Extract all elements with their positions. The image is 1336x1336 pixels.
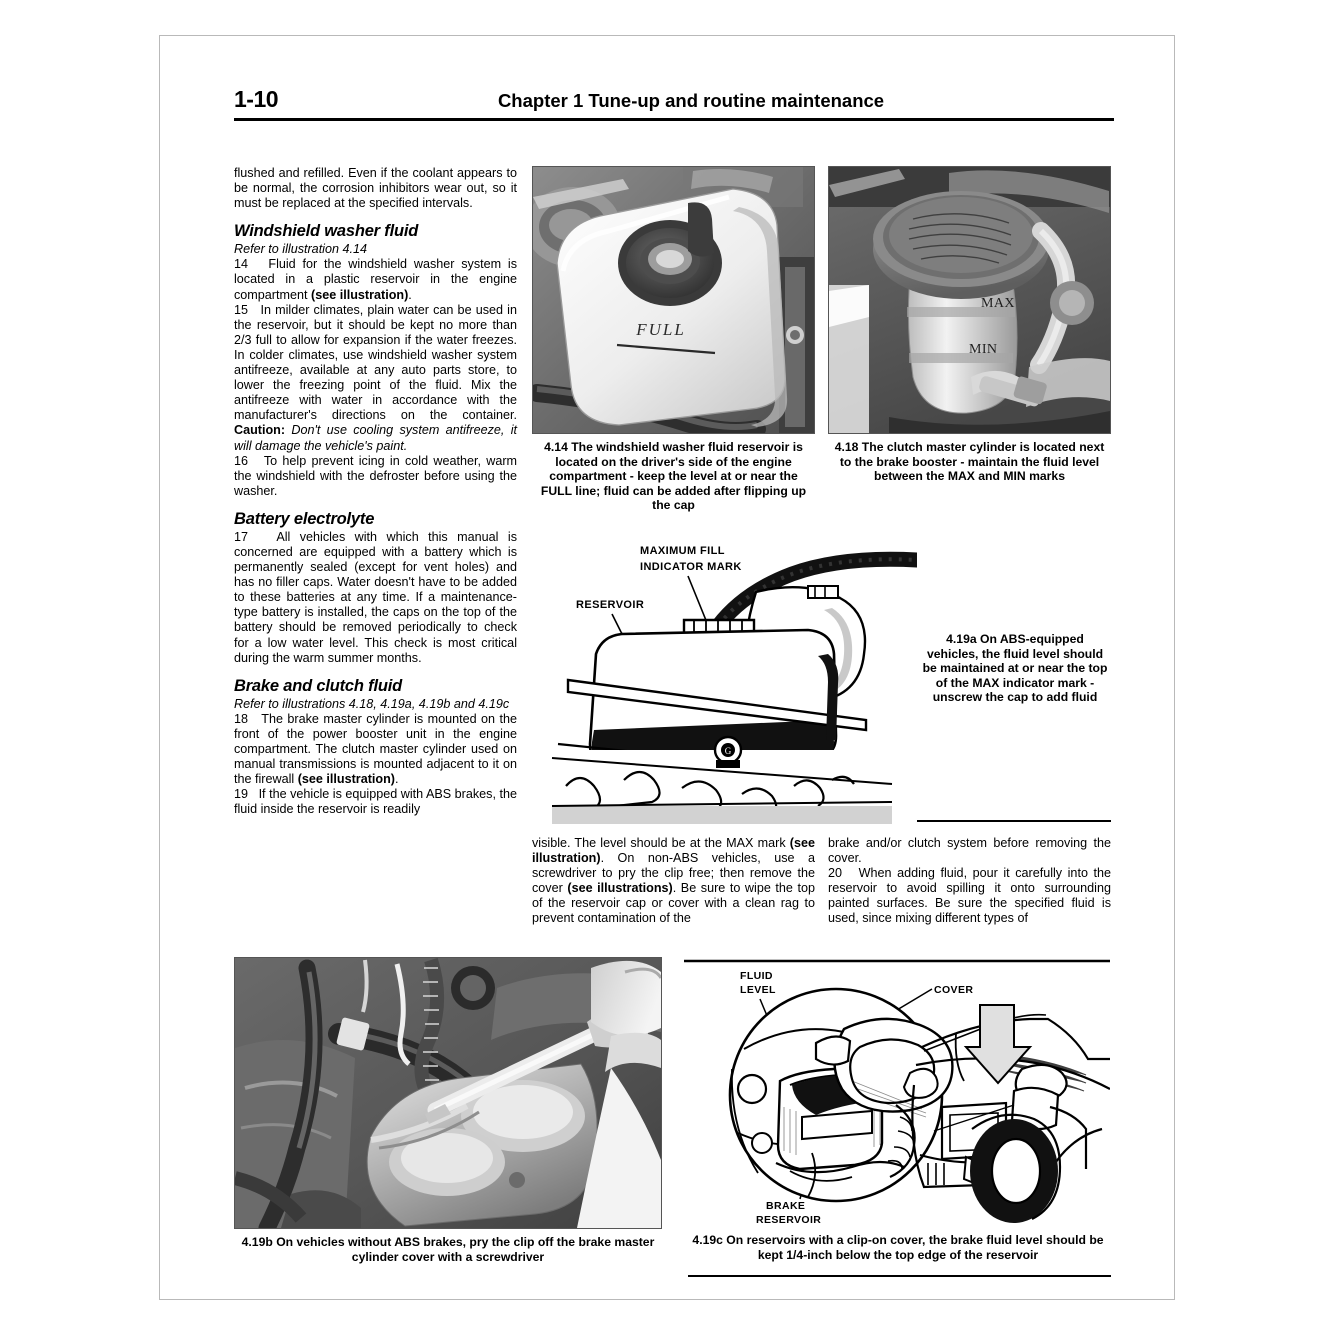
text-column-2: [532, 836, 815, 927]
label-maximum-fill-1: MAXIMUM FILL: [640, 545, 725, 557]
paragraph-19: [234, 787, 517, 817]
section-rule-bottom: [688, 1275, 1111, 1277]
figure-4-19c: [684, 957, 1112, 1262]
para-14-bold: (see illustration): [311, 287, 409, 302]
label-brake-1: BRAKE: [766, 1200, 806, 1212]
para-number-19: 19: [234, 787, 249, 802]
pry-clip-photo-art: [235, 958, 661, 1228]
label-fluid-2: LEVEL: [740, 984, 776, 996]
para-16-text: To help prevent icing in cold weather, warm the windshield with the defroster before using the washer.: [234, 453, 518, 498]
washer-reservoir-photo-art: [533, 167, 814, 433]
text-column-1: [234, 166, 517, 817]
heading-battery-electrolyte: Battery electrolyte: [234, 509, 375, 528]
para-18-tail: .: [394, 772, 399, 787]
para-19c-a: visible. The level should be at the MAX mark: [532, 836, 790, 850]
clip-on-cover-line-art: [684, 957, 1110, 1227]
para-20-text: When adding fluid, pour it carefully into the reservoir to avoid spilling it onto surrounding painted surfaces. Be sure the specified fluid is used, since mixing different types of: [828, 866, 1111, 926]
para-18-bold: (see illustration): [297, 772, 395, 787]
label-reservoir: RESERVOIR: [576, 599, 645, 611]
figure-4-19b: [234, 957, 662, 1264]
para-number-20: 20: [828, 866, 843, 881]
figure-4-19a: [532, 534, 917, 824]
paragraph-15: [234, 303, 517, 454]
refer-line-2: Refer to illustrations 4.18, 4.19a, 4.19b and 4.19c: [234, 696, 510, 711]
caption-4-18: 4.18 The clutch master cylinder is located next to the brake booster - maintain the fluid level between the MAX and MIN marks: [834, 440, 1105, 484]
heading-brake-and-clutch-fluid: Brake and clutch fluid: [234, 676, 402, 695]
paragraph-18: [234, 712, 517, 787]
paragraph-14: [234, 257, 517, 302]
clip-on-cover-line-art-wrap: [684, 957, 1110, 1227]
para-19c-b: . On non-ABS vehicles, use a screwdriver to pry the clip free; then remove the cover: [532, 851, 815, 896]
refer-line-1: Refer to illustration 4.14: [234, 242, 368, 257]
para-14-text: Fluid for the windshield washer system is located in a plastic reservoir in the engine compartment: [234, 257, 517, 302]
para-15-caution-label: Caution:: [234, 423, 286, 438]
paragraph-19-tail: brake and/or clutch system before removing the cover.: [828, 836, 1111, 866]
clutch-cylinder-photo-art: [829, 167, 1110, 433]
para-19c-bold1: (see illustration): [532, 836, 815, 866]
photo-washer-fluid-reservoir: [532, 166, 815, 434]
manual-page: [159, 35, 1175, 1300]
label-fluid-1: FLUID: [740, 970, 773, 982]
paragraph-intro: flushed and refilled. Even if the coolant appears to be normal, the corrosion inhibitors wear out, so it must be replaced at the specified intervals.: [234, 166, 517, 211]
paragraph-20: [828, 866, 1111, 926]
heading-windshield-washer-fluid: Windshield washer fluid: [234, 222, 419, 241]
page-number: 1-10: [234, 86, 279, 112]
para-number-14: 14: [234, 257, 249, 272]
page-header: [234, 86, 1114, 121]
photo-pry-clip-brake-cover: [234, 957, 662, 1229]
paragraph-19-continued: [532, 836, 815, 927]
figure-4-18: [828, 166, 1111, 484]
para-number-17: 17: [234, 529, 249, 544]
para-19-text: If the vehicle is equipped with ABS brakes, the fluid inside the reservoir is readily: [234, 787, 518, 817]
label-maximum-fill-2: INDICATOR MARK: [640, 561, 742, 573]
caption-4-19a: 4.19a On ABS-equipped vehicles, the fluid level should be maintained at or near the top of the MAX indicator mark - unscrew the cap to add fluid: [922, 632, 1108, 705]
para-15-caution-text: Don't use cooling system antifreeze, it will damage the vehicle's paint.: [234, 423, 517, 453]
para-number-15: 15: [234, 302, 249, 317]
text-column-3: [828, 836, 1111, 927]
paragraph-17: [234, 530, 517, 666]
photo-text-min: MIN: [969, 342, 998, 357]
para-15-text: In milder climates, plain water can be used in the reservoir, but it should be kept no more than 2/3 full to allow for expansion if the water freezes. In colder climates, use windshield washer system antifreeze, available at any auto parts store, to lower the freezing point of the fluid. Mix the antifreeze with water in accordance with the manufacturer's directions on the container.: [234, 302, 517, 423]
photo-clutch-master-cylinder: [828, 166, 1111, 434]
caption-4-14: 4.14 The windshield washer fluid reservoir is located on the driver's side of the engine compartment - keep the level at or near the FULL line; fluid can be added after flipping up the cap: [540, 440, 807, 513]
caption-4-19c: 4.19c On reservoirs with a clip-on cover, the brake fluid level should be kept 1/4-inch below the top edge of the reservoir: [692, 1233, 1104, 1262]
para-17-text: All vehicles with which this manual is concerned are equipped with a battery which is permanently sealed (except for vent holes) and has no filler caps. Water doesn't have to be added to these batteries at any time. If a maintenance-type battery is installed, the caps on the top of the battery should be removed periodically to check for a low water level. This check is most critical during the warm summer months.: [234, 529, 517, 665]
chapter-title: Chapter 1 Tune-up and routine maintenance: [497, 90, 885, 111]
caption-4-19b: 4.19b On vehicles without ABS brakes, pry the clip off the brake master cylinder cover with a screwdriver: [241, 1235, 655, 1264]
para-number-16: 16: [234, 453, 249, 468]
header-rule: [234, 118, 1114, 121]
figure-4-14: [532, 166, 815, 513]
para-19c-bold2: (see illustrations): [567, 881, 673, 896]
para-18-text: The brake master cylinder is mounted on the front of the power booster unit in the engine compartment. The clutch master cylinder used on manual transmissions is mounted adjacent to it on the firewall: [234, 711, 517, 787]
paragraph-16: [234, 454, 517, 499]
para-14-tail: .: [408, 287, 412, 302]
para-19c-c: . Be sure to wipe the top of the reservoir cap or cover with a clean rag to prevent contamination of the: [532, 881, 815, 926]
svg-text:G: G: [724, 746, 732, 756]
label-brake-2: RESERVOIR: [756, 1214, 822, 1226]
photo-text-full: FULL: [636, 320, 686, 339]
para-number-18: 18: [234, 711, 249, 726]
label-cover: COVER: [934, 984, 974, 996]
photo-text-max: MAX: [981, 296, 1015, 311]
abs-reservoir-line-art: [532, 534, 917, 824]
